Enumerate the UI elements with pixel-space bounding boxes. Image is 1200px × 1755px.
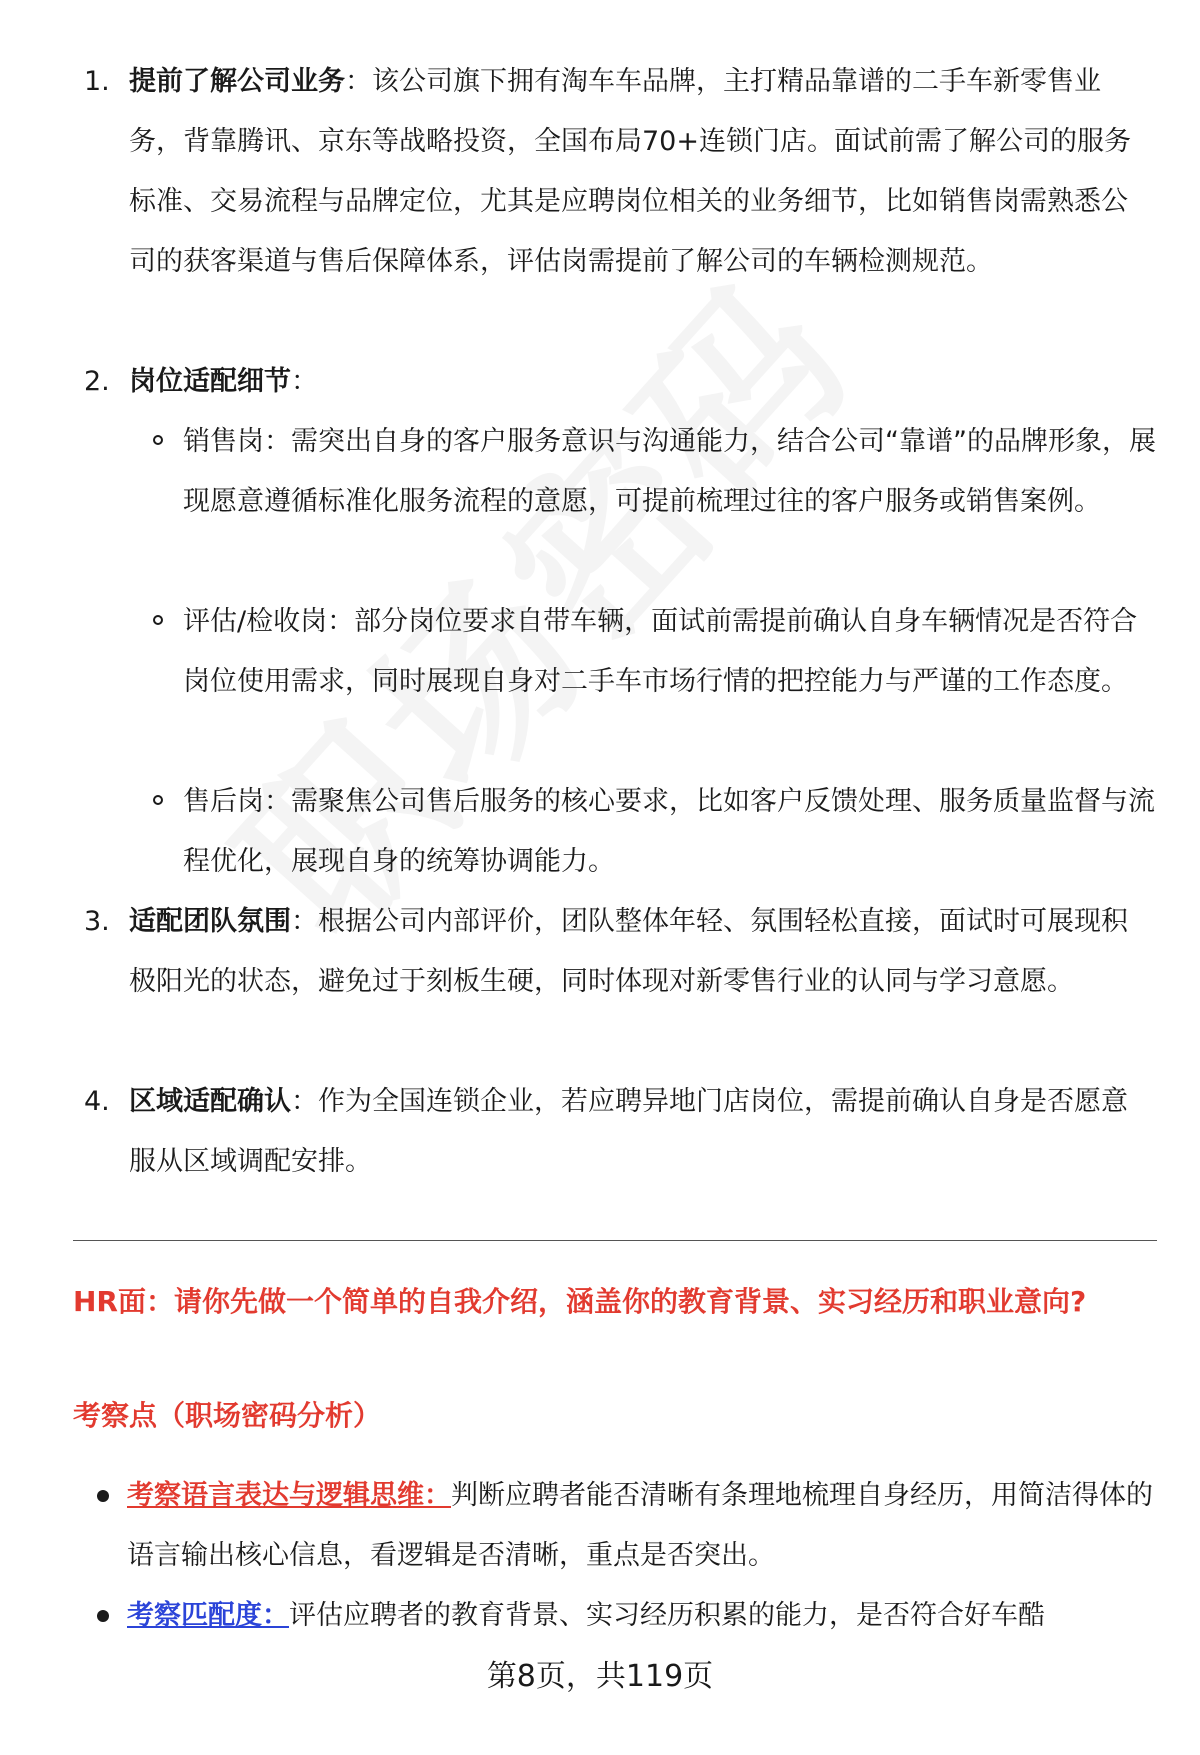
divider bbox=[73, 1240, 1157, 1241]
page-number: 第8页，共119页 bbox=[486, 1659, 714, 1694]
bullet-text bbox=[127, 1466, 1157, 1586]
list-item bbox=[80, 892, 1160, 1012]
list-item bbox=[80, 1072, 1160, 1192]
list-body: ：作为全国连锁企业，若应聘异地门店岗位，需提前确认自身是否愿意服从区域调配安排。 bbox=[129, 1086, 1128, 1177]
hr-question-heading: HR面：请你先做一个简单的自我介绍，涵盖你的教育背景、实习经历和职业意向? bbox=[73, 1285, 1087, 1318]
hollow-bullet-icon bbox=[153, 435, 163, 445]
point-body: 评估应聘者的教育背景、实习经历积累的能力，是否符合好车酷 bbox=[289, 1600, 1045, 1631]
point-body: 判断应聘者能否清晰有条理地梳理自身经历，用简洁得体的语言输出核心信息，看逻辑是否清晰，重点是否突出。 bbox=[127, 1480, 1153, 1571]
bullet-text bbox=[127, 1586, 1157, 1646]
list-body: ：根据公司内部评价，团队整体年轻、氛围轻松直接，面试时可展现积极阳光的状态，避免过于刻板生硬，同时体现对新零售行业的认同与学习意愿。 bbox=[129, 906, 1128, 997]
bullet-dot-icon bbox=[97, 1610, 109, 1622]
list-title: 适配团队氛围 bbox=[129, 906, 291, 937]
hollow-bullet-icon bbox=[153, 795, 163, 805]
list-text bbox=[129, 52, 1149, 292]
list-title: 提前了解公司业务 bbox=[129, 66, 345, 97]
list-number: 4. bbox=[84, 1086, 110, 1117]
bullet-item bbox=[95, 1586, 1165, 1646]
list-number: 3. bbox=[84, 906, 110, 937]
list-body: ：该公司旗下拥有淘车车品牌，主打精品靠谱的二手车新零售业务，背靠腾讯、京东等战略投资，全国布局70+连锁门店。面试前需了解公司的服务标准、交易流程与品牌定位，尤其是应聘岗位相关的业务细节，比如销售岗需熟悉公司的获客渠道与售后保障体系，评估岗需提前了解公司的车辆检测规范。 bbox=[129, 66, 1131, 277]
list-item bbox=[80, 52, 1160, 292]
point-label-link[interactable]: 考察匹配度： bbox=[127, 1600, 289, 1631]
list-text bbox=[129, 352, 1149, 412]
sub-list-text: 售后岗：需聚焦公司售后服务的核心要求，比如客户反馈处理、服务质量监督与流程优化，展现自身的统筹协调能力。 bbox=[183, 786, 1155, 877]
sub-list-text: 销售岗：需突出自身的客户服务意识与沟通能力，结合公司“靠谱”的品牌形象，展现愿意遵循标准化服务流程的意愿，可提前梳理过往的客户服务或销售案例。 bbox=[183, 426, 1156, 517]
list-title: 岗位适配细节 bbox=[129, 366, 291, 397]
list-text bbox=[129, 892, 1149, 1012]
sub-list-text: 评估/检收岗：部分岗位要求自带车辆，面试前需提前确认自身车辆情况是否符合岗位使用需求，同时展现自身对二手车市场行情的把控能力与严谨的工作态度。 bbox=[183, 606, 1138, 697]
list-item bbox=[80, 352, 1160, 412]
list-text bbox=[129, 1072, 1149, 1192]
sub-list-item bbox=[150, 412, 1160, 532]
point-label-link[interactable]: 考察语言表达与逻辑思维： bbox=[127, 1480, 451, 1511]
sub-list-item bbox=[150, 592, 1160, 712]
bullet-dot-icon bbox=[97, 1490, 109, 1502]
list-body: ： bbox=[291, 366, 318, 397]
bullet-item bbox=[95, 1466, 1165, 1586]
sub-list-item bbox=[150, 772, 1160, 892]
hollow-bullet-icon bbox=[153, 615, 163, 625]
list-number: 2. bbox=[84, 366, 110, 397]
list-title: 区域适配确认 bbox=[129, 1086, 291, 1117]
list-number: 1. bbox=[84, 66, 110, 97]
assessment-subtitle: 考察点（职场密码分析） bbox=[73, 1399, 382, 1432]
